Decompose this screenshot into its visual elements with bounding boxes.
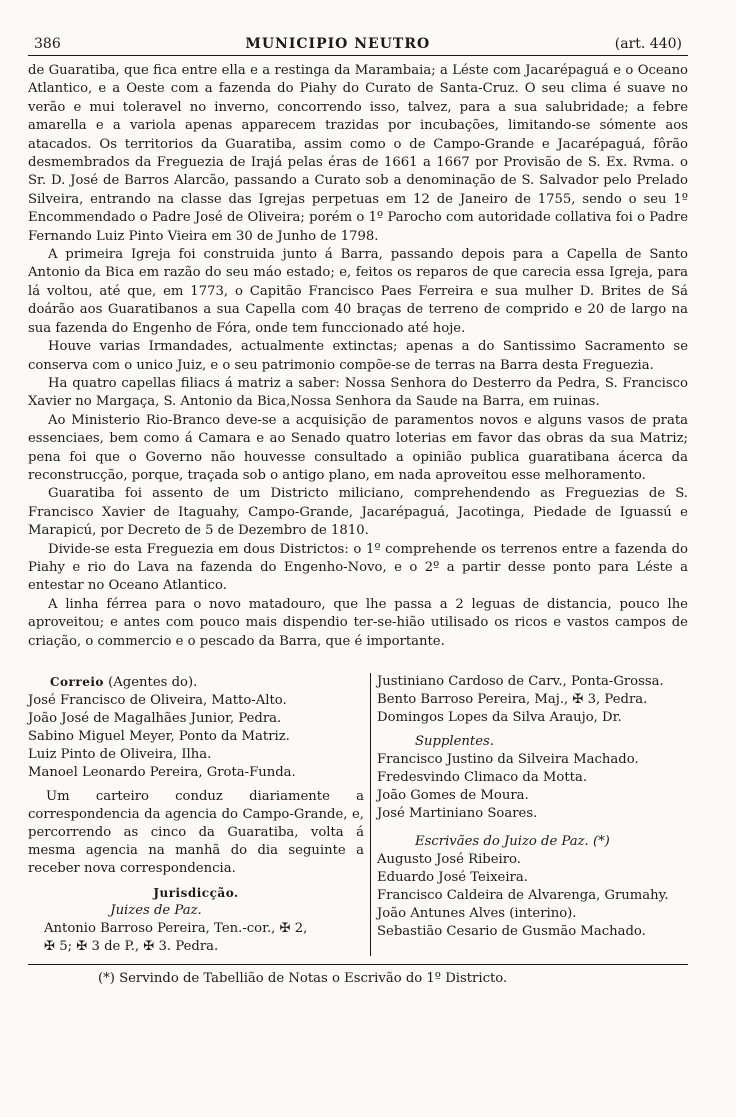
agent-entry: Manoel Leonardo Pereira, Grota-Funda. (28, 765, 296, 780)
juiz-entry-continued: ✠ 5; ✠ 3 de P., ✠ 3. Pedra. (44, 939, 219, 954)
footnote: (*) Servindo de Tabellião de Notas o Escrivão do 1º Districto. (28, 964, 688, 986)
two-column-section (28, 673, 688, 956)
paragraph: Divide-se esta Freguezia em dous Districtos: o 1º comprehende os terrenos entre a fazenda do Piahy e rio do Lava na fazenda do Engenho-Novo, e o 2º a partir desse ponto para Léste a entestar no Oceano Atlantico. (28, 541, 688, 594)
supplente-entry: Francisco Justino da Silveira Machado. (377, 752, 639, 767)
page-header (28, 36, 688, 56)
running-title: MUNICIPIO NEUTRO (245, 36, 431, 52)
supplente-entry: José Martiniano Soares. (377, 806, 538, 821)
agent-entry: Luiz Pinto de Oliveira, Ilha. (28, 747, 212, 762)
escrivao-entry: Augusto José Ribeiro. (377, 852, 521, 867)
escrivao-entry: Sebastião Cesario de Gusmão Machado. (377, 924, 646, 939)
juizes-heading: Juizes de Paz. (110, 903, 202, 918)
escrivao-entry: Eduardo José Teixeira. (377, 870, 528, 885)
paragraph: Ao Ministerio Rio-Branco deve-se a acquisição de paramentos novos e alguns vasos de prata essenciaes, bem como á Camara e ao Senado quatro loterias em favor das obras da sua Matriz; pena foi que o Governo não houvesse consultado a opinião publica guaratibana ácerca da reconstrucção, porque, traçada sob o antigo plano, em nada aproveitou esse melhoramento. (28, 412, 688, 483)
carteiro-paragraph: Um carteiro conduz diariamente a correspondencia da agencia do Campo-Grande, e, percorrendo as cinco da Guaratiba, volta á mesma agencia na manhã do dia seguinte a receber nova correspondencia. (28, 789, 364, 876)
paragraph: Houve varias Irmandades, actualmente extinctas; apenas a do Santissimo Sacramento se conserva com o unico Juiz, e o seu patrimonio compõe-se de terras na Barra desta Freguezia. (28, 339, 688, 373)
correio-heading: Correio (50, 675, 104, 689)
main-text (28, 62, 688, 651)
paragraph: A primeira Igreja foi construida junto á Barra, passando depois para a Capella de Santo Antonio da Bica em razão do seu máo estado; e, feitos os reparos de que carecia essa Igreja, para lá voltou, até que, em 1773, o Capitão Francisco Paes Ferreira e sua mulher D. Brites de Sá doárão aos Guaratibanos a sua Capella com 40 braças de terreno de comprido e 20 de largo na sua fazenda do Engenho de Fóra, onde tem funccionado até hoje. (28, 247, 688, 336)
left-column (28, 673, 371, 956)
juiz-entry: Antonio Barroso Pereira, Ten.-cor., ✠ 2, (44, 921, 308, 936)
agent-entry: João José de Magalhães Junior, Pedra. (28, 711, 282, 726)
escrivao-entry: João Antunes Alves (interino). (377, 906, 577, 921)
supplente-entry: João Gomes de Moura. (377, 788, 529, 803)
escrivaes-heading: Escrivães do Juizo de Paz. (*) (415, 834, 610, 849)
correio-heading-line (28, 673, 364, 692)
juiz-entry: Bento Barroso Pereira, Maj., ✠ 3, Pedra. (377, 692, 648, 707)
paragraph: Guaratiba foi assento de um Districto miliciano, comprehendendo as Freguezias de S. Francisco Xavier de Itaguahy, Campo-Grande, Jacarépaguá, Jacotinga, Piedade de Iguassú e Marapicú, por Decreto de 5 de Dezembro de 1810. (28, 486, 688, 539)
supplente-entry: Fredesvindo Climaco da Motta. (377, 770, 588, 785)
document-page (28, 36, 688, 986)
paragraph: Ha quatro capellas filiacs á matriz a saber: Nossa Senhora do Desterro da Pedra, S. Francisco Xavier no Margaça, S. Antonio da Bica,Nossa Senhora da Saude na Barra, em ruinas. (28, 375, 688, 410)
juiz-entry: Justiniano Cardoso de Carv., Ponta-Grossa. (377, 674, 664, 689)
paragraph: A linha férrea para o novo matadouro, que lhe passa a 2 leguas de distancia, pouco lhe aproveitou; e antes com pouco mais dispendio ter-se-hião utilisado os ricos e vastos campos de criação, o commercio e o pescado da Barra, que é importante. (28, 596, 688, 649)
escrivao-entry: Francisco Caldeira de Alvarenga, Grumahy. (377, 888, 669, 903)
paragraph: de Guaratiba, que fica entre ella e a restinga da Marambaia; a Léste com Jacarépaguá e o Oceano Atlantico, e a Oeste com a fazenda do Piahy do Curato de Santa-Cruz. O seu clima é suave no verão e mui toleravel no inverno, concorrendo isso, talvez, para a sua salubridade; a febre amarella e a variola apenas apparecem trazidas por incubações, limitando-se sómente aos atacados. Os territorios da Guaratiba, assim como o de Campo-Grande e Jacarépaguá, fôrão desmembrados da Freguezia de Irajá pelas éras de 1661 a 1667 por Provisão de S. Ex. Rvma. o Sr. D. José de Barros Alarcão, passando a Curato sob a denominação de S. Salvador pelo Prelado Silveira, entrando na classe das Igrejas perpetuas em 12 de Janeiro de 1755, sendo o seu 1º Encommendado o Padre José de Oliveira; porém o 1º Parocho com autoridade collativa foi o Padre Fernando Luiz Pinto Vieira em 30 de Junho de 1798. (28, 63, 688, 244)
agent-entry: José Francisco de Oliveira, Matto-Alto. (28, 693, 287, 708)
correio-subheading: (Agentes do). (108, 675, 198, 690)
jurisdiccao-heading: Jurisdicção. (153, 886, 239, 900)
agent-entry: Sabino Miguel Meyer, Ponto da Matriz. (28, 729, 290, 744)
page-number: 386 (34, 36, 61, 52)
article-reference: (art. 440) (614, 36, 682, 52)
juiz-entry: Domingos Lopes da Silva Araujo, Dr. (377, 710, 622, 725)
right-column (371, 673, 688, 956)
supplentes-heading: Supplentes. (415, 734, 494, 749)
